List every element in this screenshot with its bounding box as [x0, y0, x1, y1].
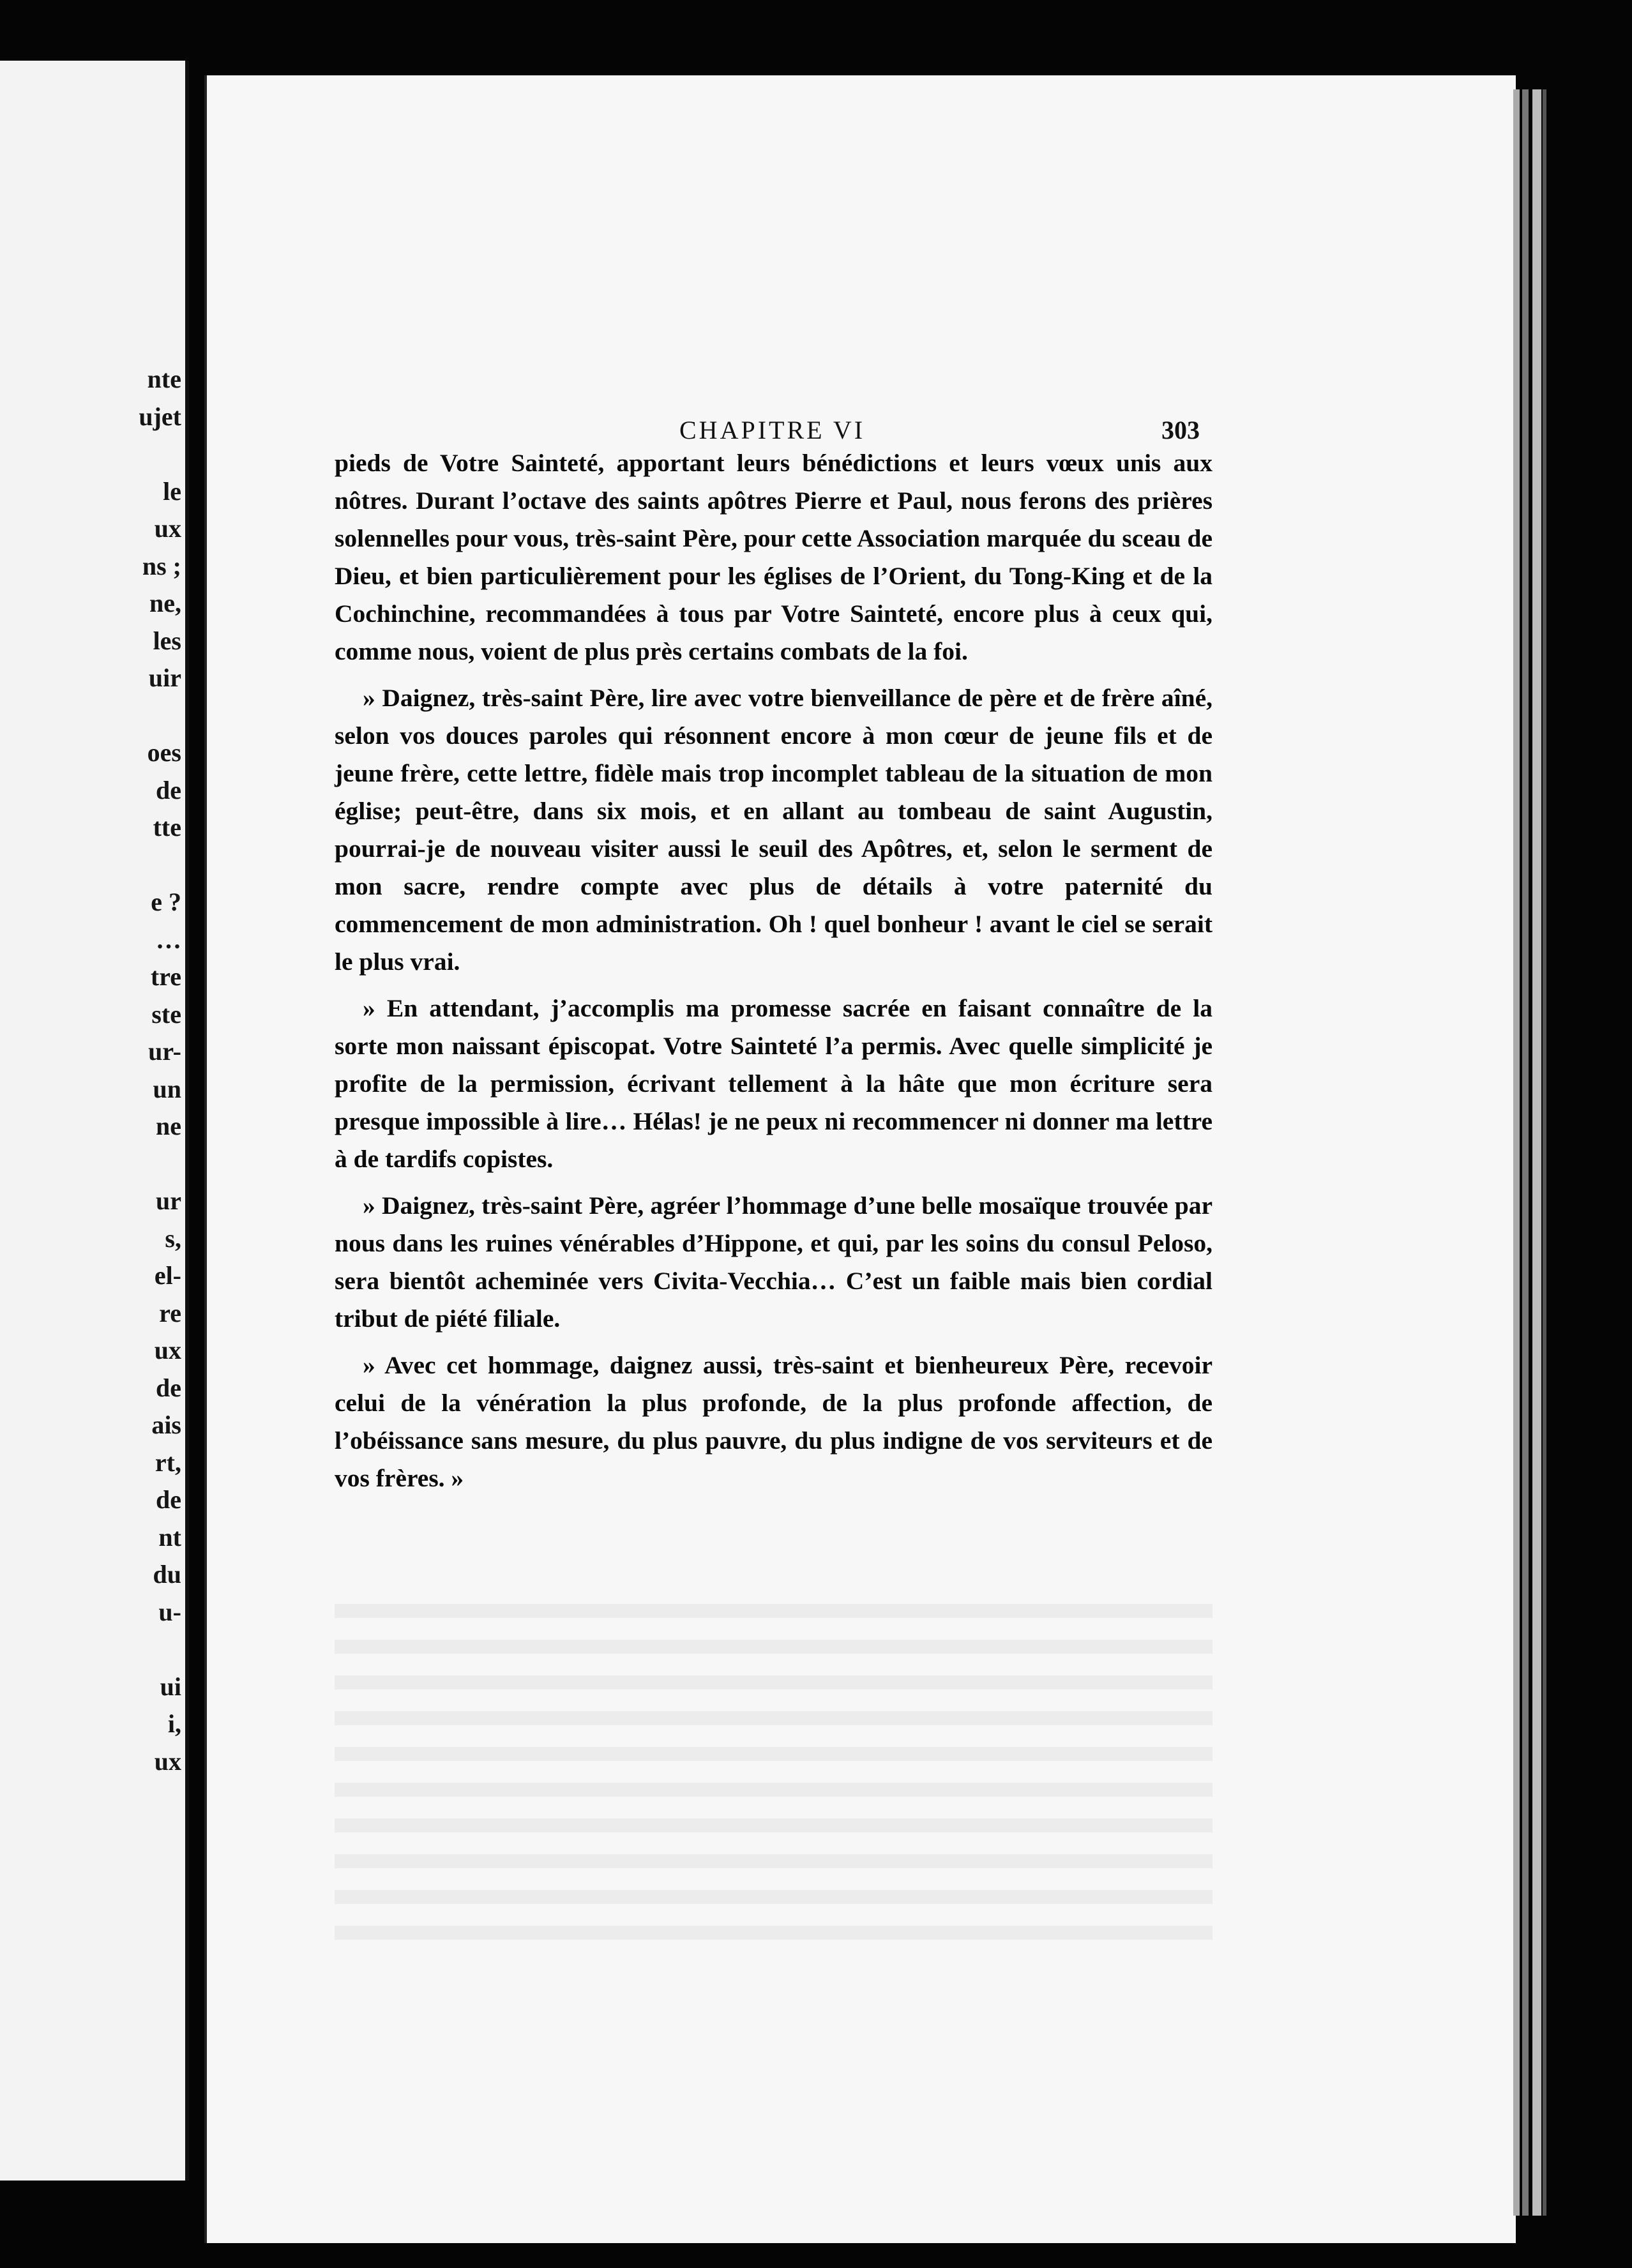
show-through-text — [335, 1582, 1213, 1940]
previous-page-fragment: ste — [151, 999, 181, 1029]
page-number: 303 — [1161, 416, 1200, 444]
previous-page-fragment: i, — [167, 1709, 181, 1738]
previous-page-fragment: tre — [150, 962, 181, 991]
previous-page-fragment: rt, — [155, 1448, 181, 1477]
previous-page-line-fragments — [111, 361, 181, 1780]
body-text — [335, 444, 1213, 1497]
paragraph: » En attendant, j’accomplis ma promesse sacrée en faisant connaître de la sorte mon naissant épiscopat. Votre Sainteté l’a permis. Avec quelle simplicité je profite de la permission, écrivant tellement à la hâte que mon écriture sera presque impossible à lire… Hélas! je ne peux ni recommencer ni donner ma lettre à de tardifs copistes. — [335, 994, 1213, 1173]
previous-page-fragment: oes — [147, 738, 181, 767]
previous-page-fragment: el- — [154, 1261, 181, 1290]
previous-page-fragment: nte — [147, 365, 181, 393]
previous-page-fragment — [111, 697, 181, 735]
previous-page-fragment: re — [159, 1298, 181, 1327]
previous-page-fragment: s, — [165, 1223, 181, 1253]
previous-page-fragment: ns ; — [142, 551, 181, 580]
previous-page-fragment — [111, 435, 181, 473]
previous-page-fragment: ujet — [139, 402, 181, 431]
page-edge — [1513, 89, 1520, 2216]
previous-page-fragment: ur- — [148, 1037, 181, 1066]
page-edge — [1543, 89, 1546, 2216]
previous-page-fragment: les — [153, 626, 181, 655]
previous-page-fragment: de — [156, 1485, 181, 1514]
previous-page-fragment: ne — [156, 1112, 181, 1140]
previous-page-fragment: uir — [148, 663, 181, 692]
previous-page-fragment — [111, 847, 181, 884]
previous-page-fragment: ur — [156, 1186, 181, 1215]
previous-page-fragment: ux — [154, 1746, 181, 1776]
previous-page-fragment: e ? — [151, 888, 181, 916]
previous-page-fragment: u- — [158, 1597, 181, 1626]
previous-page-fragment: ui — [160, 1672, 181, 1701]
previous-page-fragment: de — [156, 1373, 181, 1402]
previous-page-fragment — [111, 1145, 181, 1183]
previous-page-fragment: nt — [158, 1522, 181, 1552]
previous-page-fragment: tte — [153, 813, 181, 842]
previous-page-fragment: ux — [154, 514, 181, 543]
previous-page-fragment — [111, 1631, 181, 1668]
previous-page-fragment: ne, — [149, 589, 181, 617]
paragraph: » Daignez, très-saint Père, agréer l’hommage d’une belle mosaïque trouvée par nous dans les ruines vénérables d’Hippone, et qui, par les soins du consul Peloso, sera bientôt acheminée vers Civita-Vecchia… C’est un faible mais bien cordial tribut de piété filiale. — [335, 1191, 1213, 1333]
page-edge — [1522, 89, 1529, 2216]
current-page — [204, 75, 1516, 2243]
page-edge — [1532, 89, 1541, 2216]
previous-page-fragment: de — [156, 775, 181, 805]
paragraph: » Daignez, très-saint Père, lire avec votre bienveillance de père et de frère aîné, selon vos douces paroles qui résonnent encore à mon cœur de jeune fils et de jeune frère, cette lettre, fidèle mais trop incomplet tableau de la situation de mon église; peut-être, dans six mois, et en allant au tombeau de saint Augustin, pourrai-je de nouveau visiter aussi le seuil des Apôtres, et, selon le serment de mon sacre, rendre compte avec plus de détails à votre paternité du commencement de mon administration. Oh ! quel bonheur ! avant le ciel se serait le plus vrai. — [335, 684, 1213, 976]
previous-page-fragment: un — [153, 1074, 181, 1103]
previous-page-fragment: … — [156, 925, 181, 954]
previous-page-fragment: ux — [154, 1336, 181, 1365]
paragraph: » Avec cet hommage, daignez aussi, très-saint et bienheureux Père, recevoir celui de la vénération la plus profonde, de la plus profonde affection, de l’obéissance sans mesure, du plus pauvre, du plus indigne de vos serviteurs et de vos frères. » — [335, 1351, 1213, 1492]
previous-page-fragment: le — [163, 476, 181, 506]
chapter-title: CHAPITRE VI — [679, 416, 866, 444]
previous-page-strip — [0, 61, 189, 2181]
previous-page-fragment: du — [153, 1560, 181, 1589]
previous-page-fragment: ais — [151, 1410, 181, 1439]
paragraph: pieds de Votre Sainteté, apportant leurs bénédictions et leurs vœux unis aux nôtres. Durant l’octave des saints apôtres Pierre et Paul, nous ferons des prières solennelles pour vous, très-saint Père, pour cette Association marquée du sceau de Dieu, et bien particulièrement pour les églises de l’Orient, du Tong-King et de la Cochinchine, recommandées à tous par Votre Sainteté, encore plus à ceux qui, comme nous, voient de plus près certains combats de la foi. — [335, 449, 1213, 665]
